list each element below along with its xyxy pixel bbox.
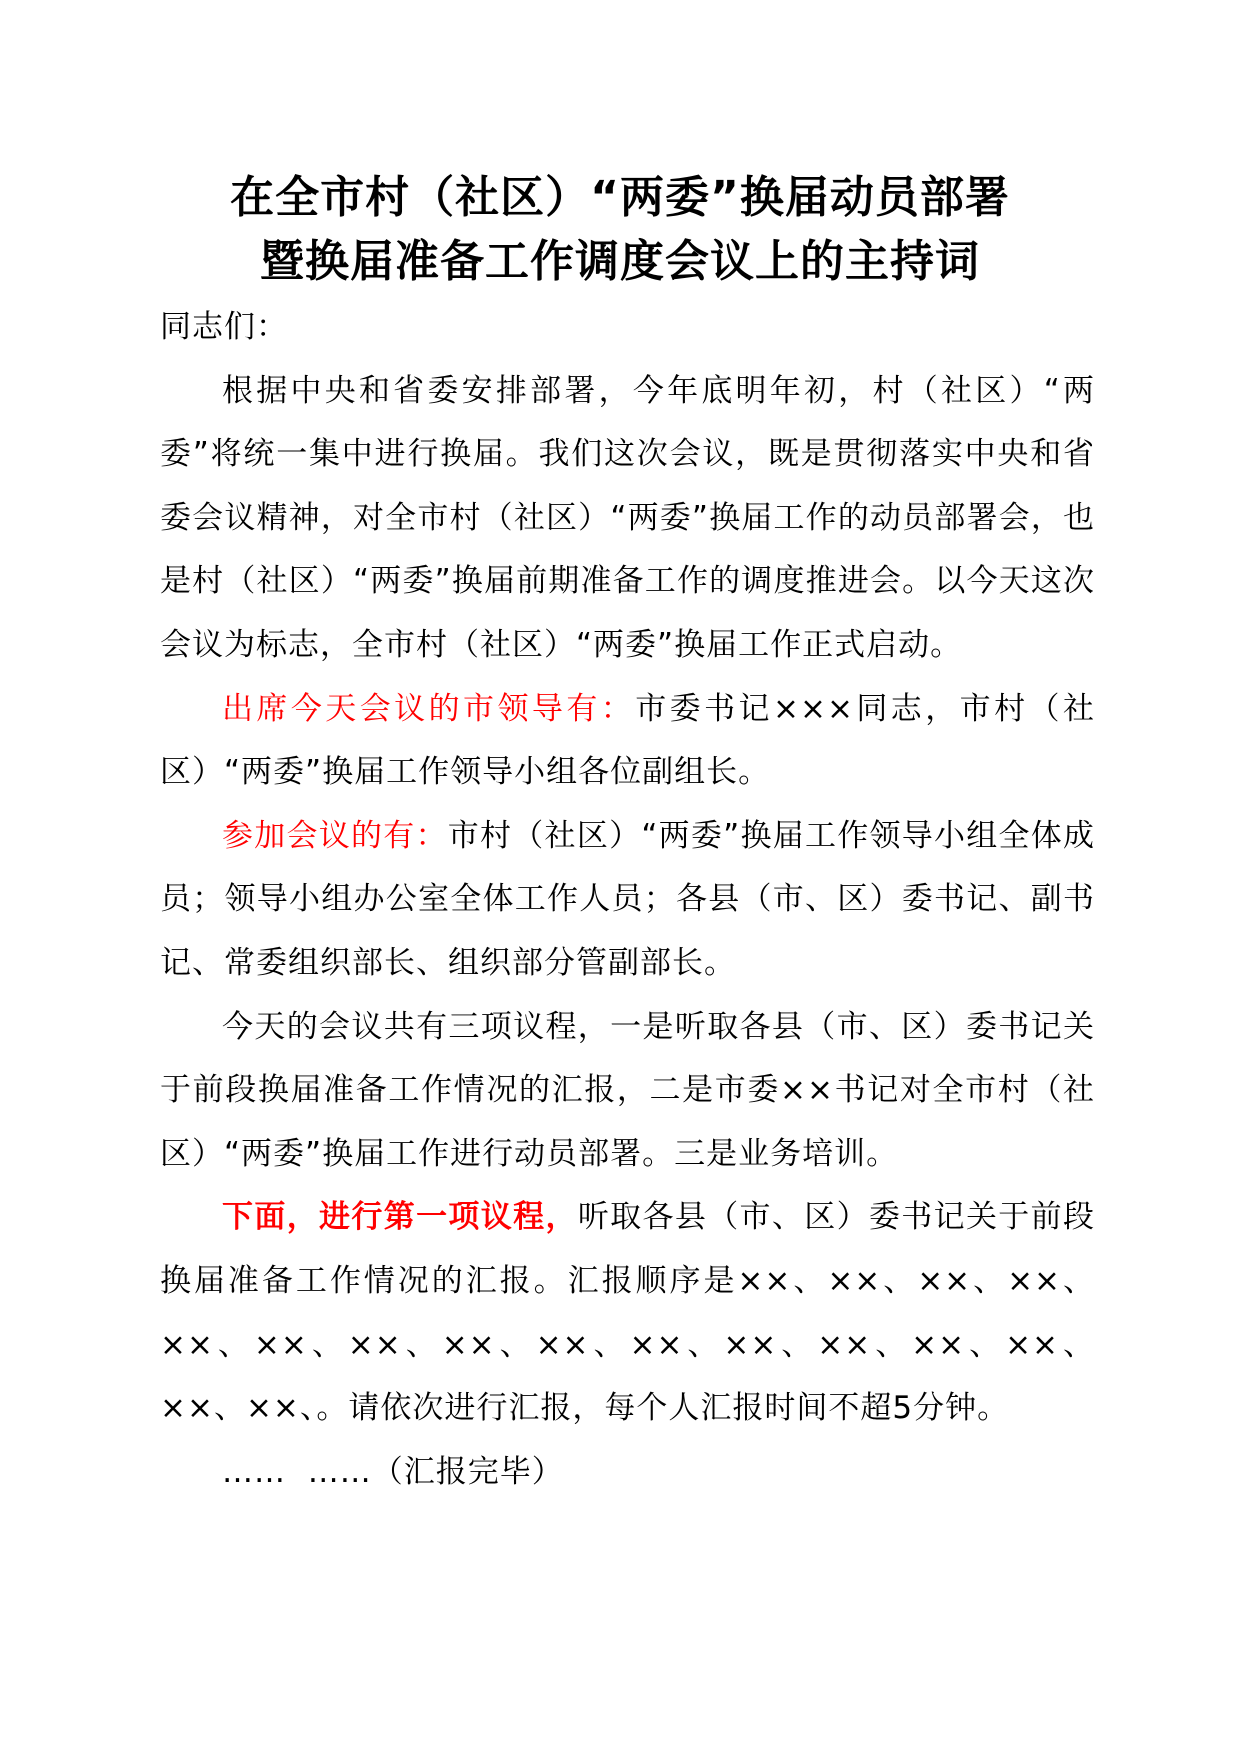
attending-leaders-text: 市委书记×××同志，市村（社区）“两委”换届工作领导小组各位副组长。: [160, 690, 1095, 791]
participants-text: 市村（社区）“两委”换届工作领导小组全体成员；领导小组办公室全体工作人员；各县（市、区）委书记、副书记、常委组织部长、组织部分管副部长。: [160, 817, 1096, 981]
paragraph-participants: [160, 805, 1095, 996]
document-title: [160, 166, 1080, 294]
paragraph-attending-leaders: [160, 678, 1095, 805]
paragraph-intro: 根据中央和省委安排部署，今年底明年初，村（社区）“两委”将统一集中进行换届。我们这次会议，既是贯彻落实中央和省委会议精神，对全市村（社区）“两委”换届工作的动员部署会，也是村（社区）“两委”换届前期准备工作的调度推进会。以今天这次会议为标志，全市村（社区）“两委”换届工作正式启动。: [160, 372, 1095, 663]
attending-leaders-label: 出席今天会议的市领导有：: [222, 690, 636, 727]
salutation: 同志们：: [160, 309, 288, 345]
document-body: [160, 296, 1095, 1504]
title-line-2: 暨换届准备工作调度会议上的主持词: [260, 236, 980, 287]
paragraph-first-item: [160, 1186, 1095, 1440]
paragraph-report-complete: …… ……（汇报完毕）: [222, 1453, 564, 1490]
participants-label: 参加会议的有：: [222, 817, 448, 854]
paragraph-agenda: 今天的会议共有三项议程，一是听取各县（市、区）委书记关于前段换届准备工作情况的汇报，二是市委××书记对全市村（社区）“两委”换届工作进行动员部署。三是业务培训。: [160, 1008, 1095, 1172]
title-line-1: 在全市村（社区）“两委”换届动员部署: [230, 172, 1010, 223]
first-item-text: 听取各县（市、区）委书记关于前段换届准备工作情况的汇报。汇报顺序是××、××、××、××、××、××、××、××、××、××、××、××、××、××、××、××、。请依次进行汇报，每个人汇报时间不超5分钟。: [160, 1199, 1096, 1427]
first-item-label: 下面，进行第一项议程，: [222, 1199, 578, 1236]
